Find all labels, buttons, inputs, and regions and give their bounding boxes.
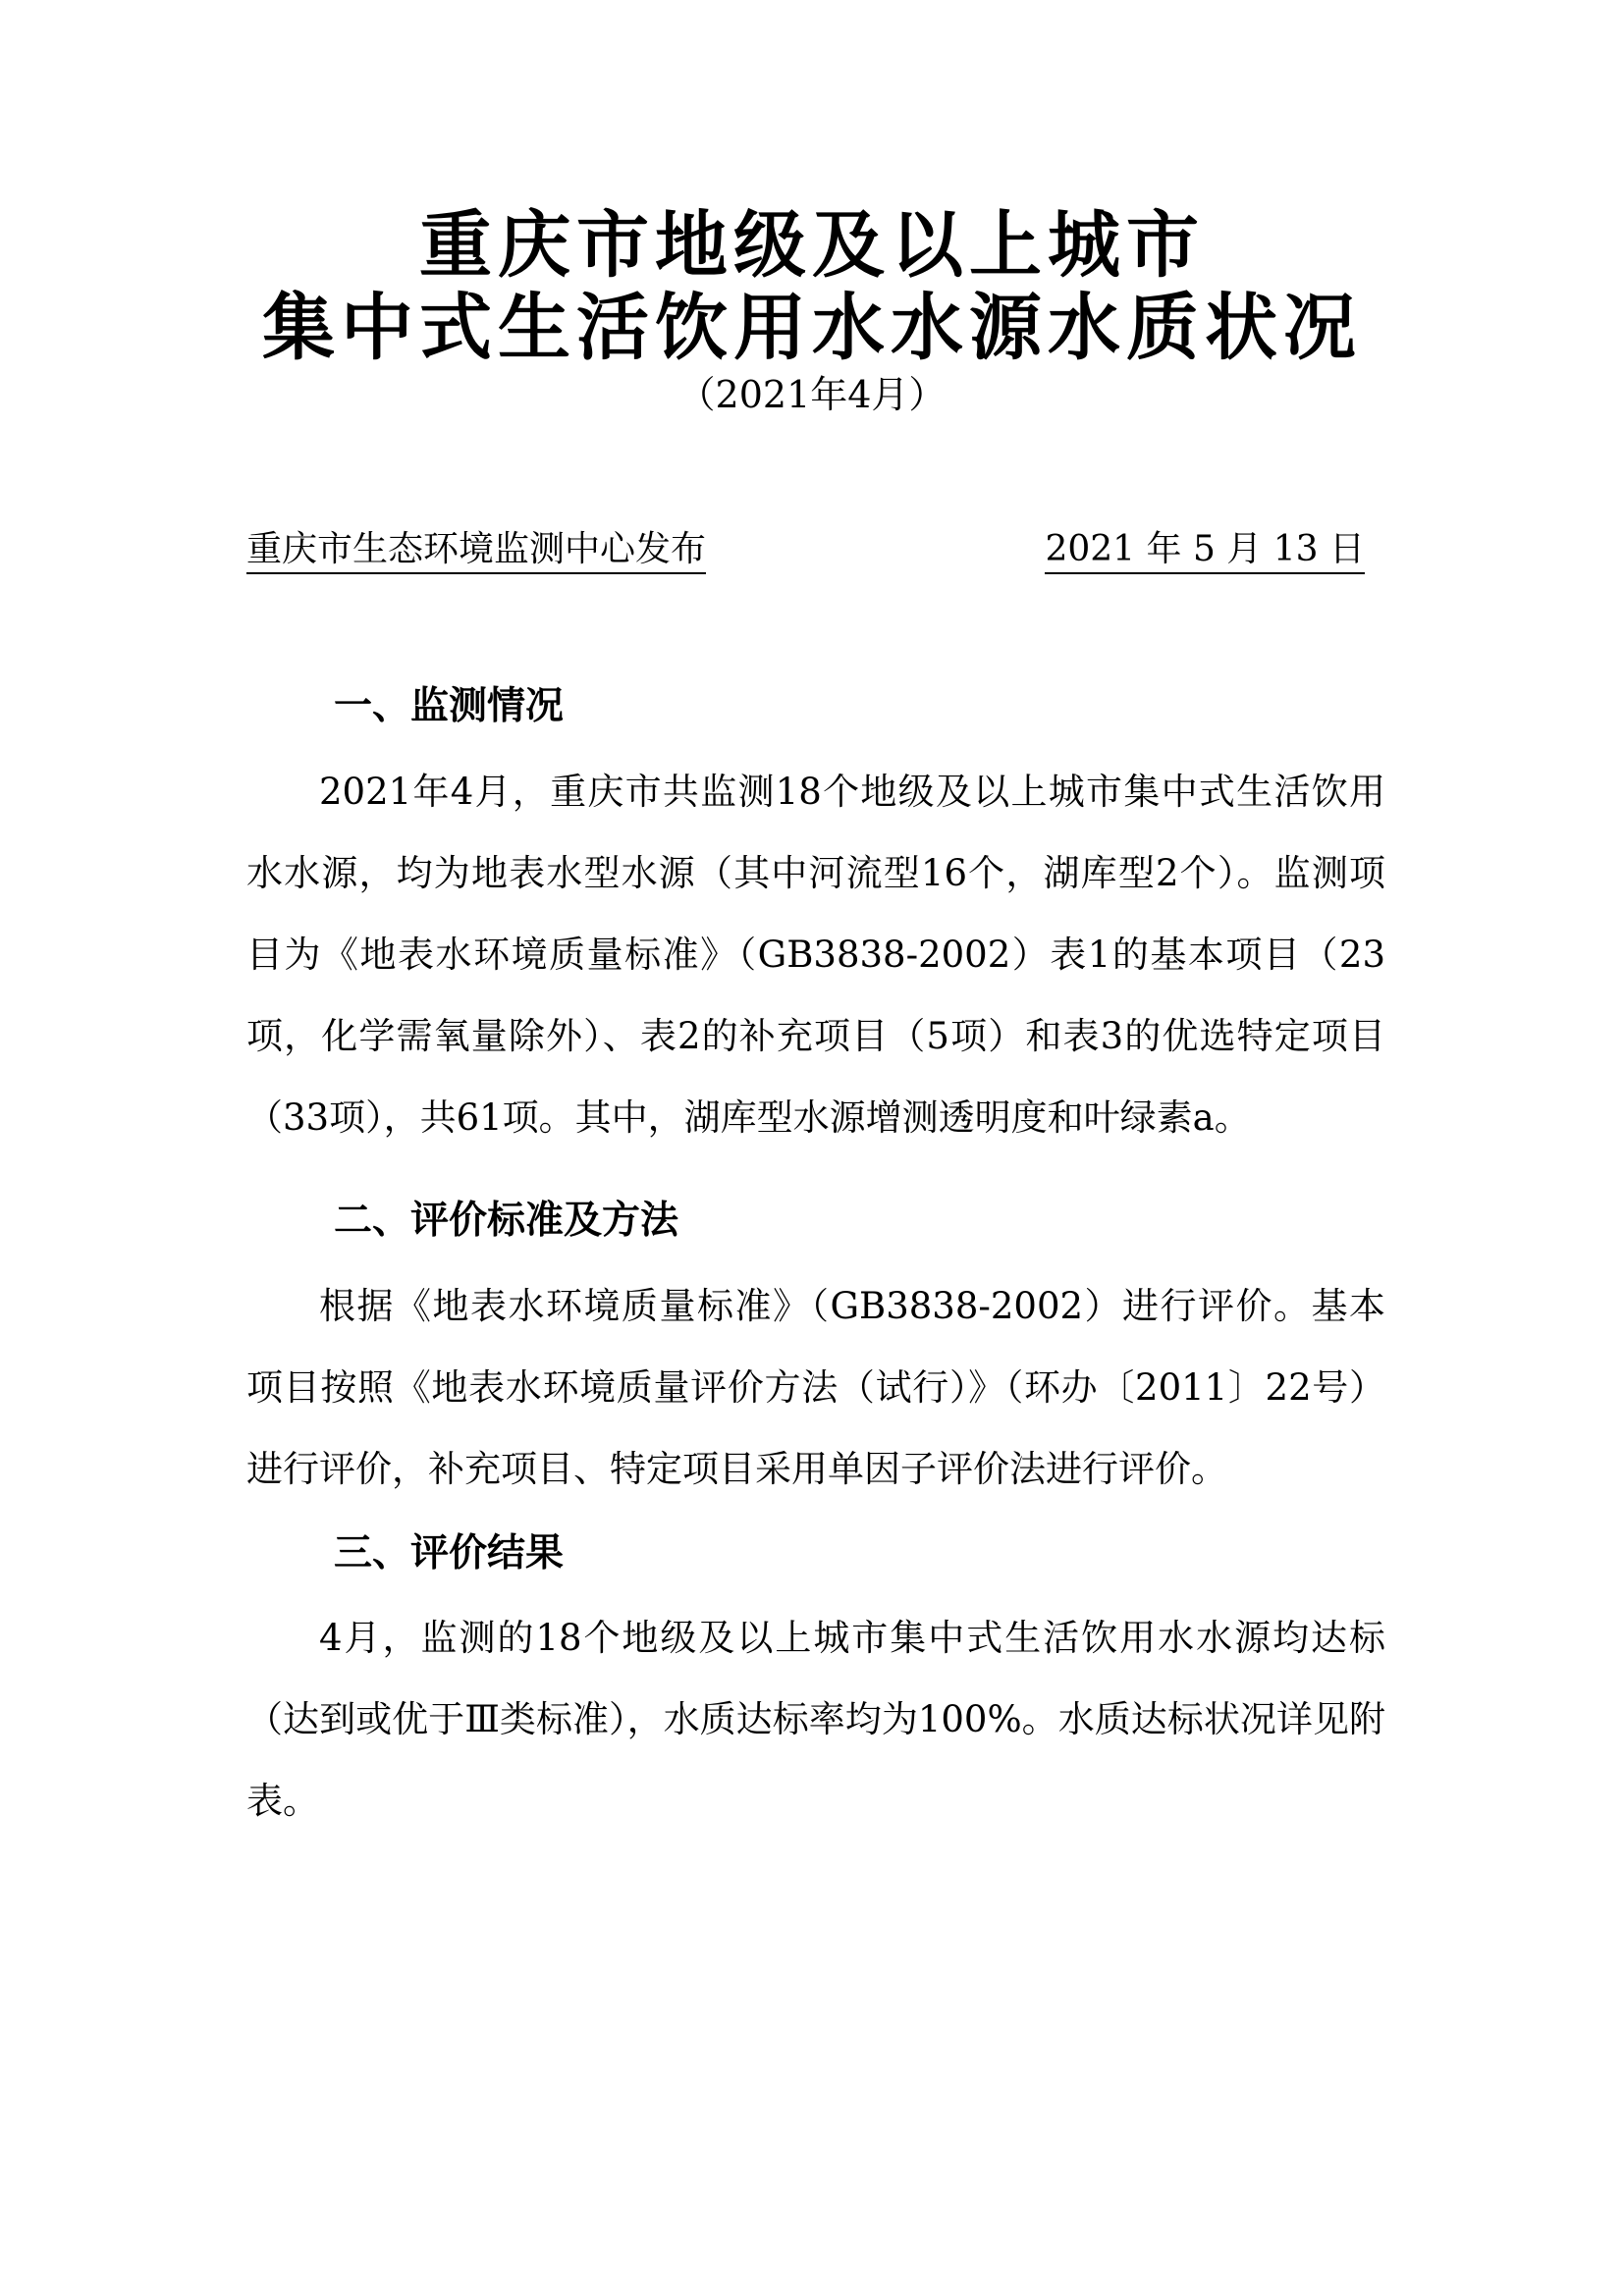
publisher: 重庆市生态环境监测中心发布	[246, 530, 706, 574]
section-heading-monitoring: 一、监测情况	[334, 684, 565, 728]
section-body-evaluation-method: 根据《地表水环境质量标准》（GB3838-2002）进行评价。基本项目按照《地表水环境质量评价方法（试行）》（环办〔2011〕22号）进行评价，补充项目、特定项目采用单因子评价法进行评价。	[246, 1285, 1385, 1490]
section-body-evaluation-result: 4月，监测的18个地级及以上城市集中式生活饮用水水源均达标（达到或优于Ⅲ类标准），水质达标率均为100%。水质达标状况详见附表。	[246, 1617, 1385, 1822]
document-title-line2: 集中式生活饮用水水源水质状况	[262, 286, 1362, 370]
document-subtitle: （2021年4月）	[677, 373, 947, 416]
section-body-monitoring: 2021年4月，重庆市共监测18个地级及以上城市集中式生活饮用水水源，均为地表水型水源（其中河流型16个，湖库型2个）。监测项目为《地表水环境质量标准》（GB3838-2002）表1的基本项目（23项，化学需氧量除外）、表2的补充项目（5项）和表3的优选特定项目（33项），共61项。其中，湖库型水源增测透明度和叶绿素a。	[246, 771, 1385, 1139]
section-heading-evaluation-method: 二、评价标准及方法	[334, 1199, 679, 1243]
section-heading-evaluation-result: 三、评价结果	[334, 1531, 565, 1575]
publish-date: 2021 年 5 月 13 日	[1045, 530, 1365, 574]
document-title-line1: 重庆市地级及以上城市	[419, 203, 1205, 288]
